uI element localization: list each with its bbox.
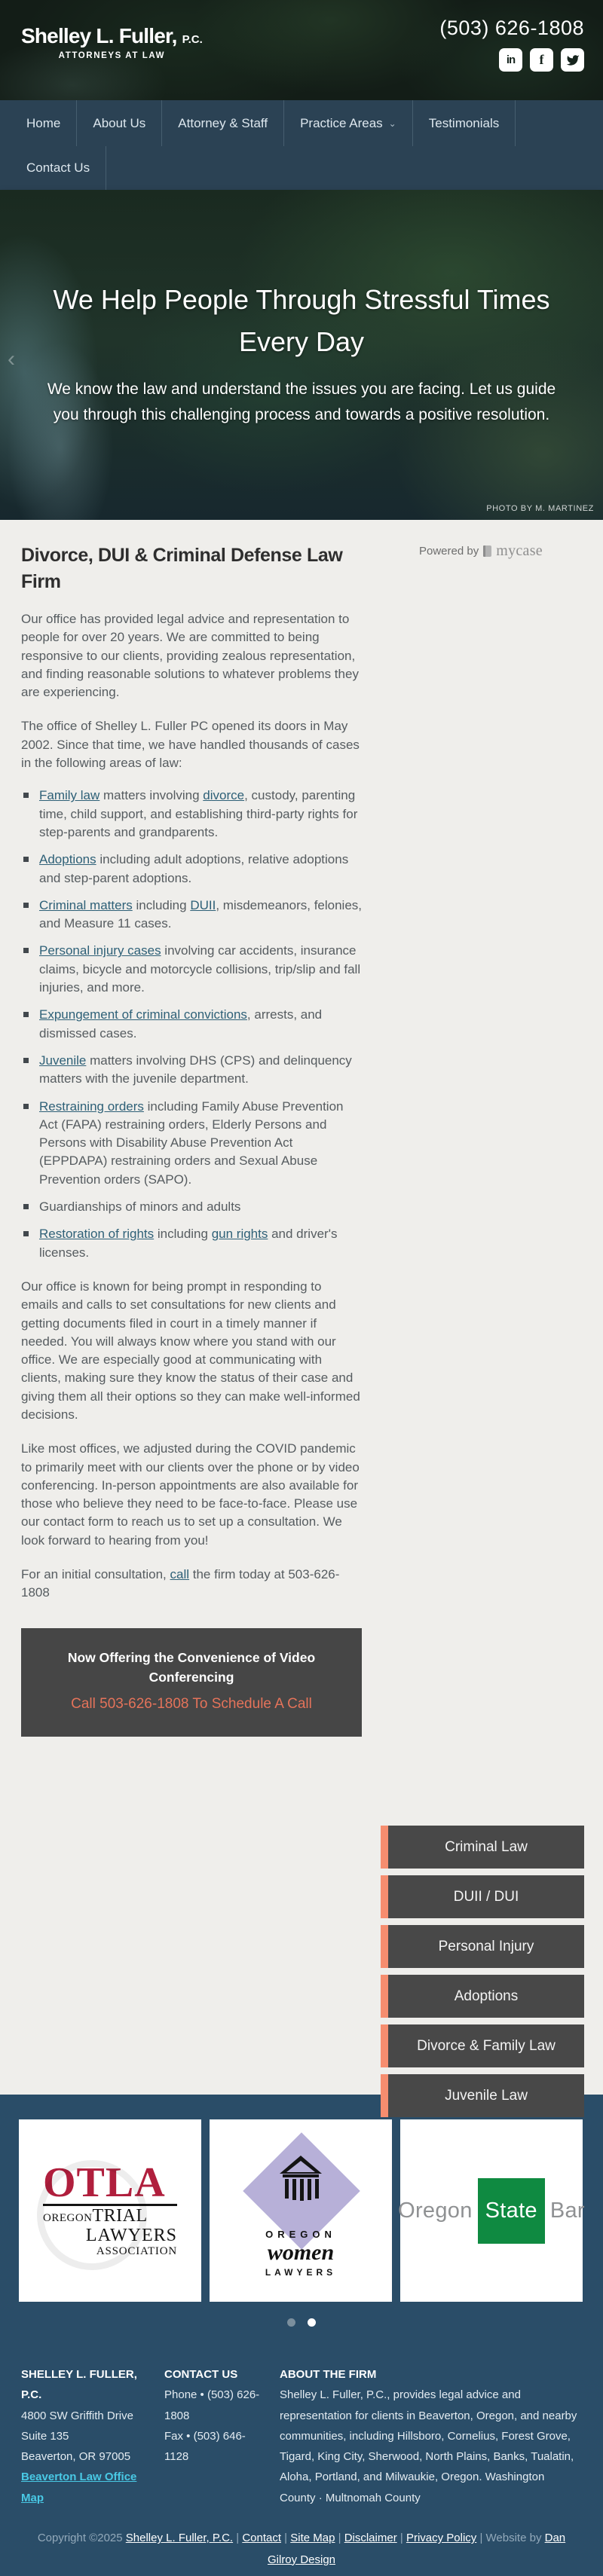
intro-paragraphs — [21, 610, 362, 772]
owl-women: women — [267, 2240, 335, 2265]
firm-name-suffix: P.C. — [182, 33, 203, 46]
inline-link[interactable]: Disclaimer — [344, 2532, 397, 2545]
practice-area-button[interactable]: DUII / DUI — [381, 1875, 584, 1918]
footer-address-lines — [21, 2406, 155, 2468]
nav-row-2 — [0, 146, 603, 190]
callout-phone[interactable]: Call 503-626-1808 To Schedule A Call — [71, 1696, 312, 1713]
otla-acronym: OTLA — [43, 2159, 166, 2206]
osb-oregon: Oregon — [398, 2198, 473, 2223]
otla-logo — [43, 2159, 177, 2258]
footer-about-text: Shelley L. Fuller, P.C., provides legal advice and representation for clients in Beaverton, Oregon, and nearby communities, including Hillsboro, Cornelius, Forest Grove, Tigard, King City, Sherwood, North Plains, Banks, Tualatin, Aloha, Portland, and Milwaukie, Oregon. Washington County · Multnomah County — [280, 2388, 577, 2504]
owl-lawyers: LAWYERS — [265, 2267, 337, 2278]
main-nav — [0, 100, 603, 190]
copyright: Copyright ©2025 Shelley L. Fuller, P.C. | Contact | Site Map | Disclaimer | Privacy Policy | Website by Dan Gilroy Design — [37, 2532, 566, 2566]
footer-contact-title: CONTACT US — [164, 2368, 238, 2381]
owl-oregon: OREGON — [265, 2229, 336, 2240]
list-item: Juvenile matters involving DHS (CPS) and delinquency matters with the juvenile department. — [21, 1052, 362, 1089]
nav-item-label: Practice Areas — [300, 115, 383, 130]
nav-item-label: Home — [26, 115, 61, 130]
list-item: Personal injury cases involving car accidents, insurance claims, bicycle and motorcycle collisions, trip/slip and fall injuries, and more. — [21, 942, 362, 997]
nav-item-label: Testimonials — [428, 115, 500, 130]
inline-link[interactable]: call — [170, 1567, 190, 1582]
paragraph: Our office is known for being prompt in responding to emails and calls to set consultations for new clients and getting documents filed in court in a timely manner if needed. You will always know where you stand with our office. We are especially good at communicating with clients, making sure they know the status of their case and giving them all their options so they can make well-informed decisions. — [21, 1279, 360, 1422]
firm-tagline: ATTORNEYS AT LAW — [58, 51, 166, 60]
nav-row-1 — [0, 100, 603, 146]
footer-address-column — [21, 2364, 155, 2508]
powered-by-label: Powered by — [419, 545, 479, 558]
nav-item-label: About Us — [93, 115, 146, 130]
carousel-dot[interactable] — [308, 2318, 316, 2327]
footer-about-column — [280, 2364, 582, 2508]
otla-lawyers: LAWYERS — [85, 2226, 177, 2245]
osb-state: State — [478, 2178, 545, 2244]
footer-firm-title: SHELLEY L. FULLER, P.C. — [21, 2368, 137, 2402]
hero-subheading: We know the law and understand the issues you are facing. Let us guide you through this challenging process and towards a positive resolution. — [47, 380, 556, 423]
nav-item-label: Attorney & Staff — [178, 115, 268, 130]
page-title: Divorce, DUI & Criminal Defense Law Firm — [21, 545, 343, 592]
paragraph: Like most offices, we adjusted during the COVID pandemic to primarily meet with our clients over the phone or by video conferencing. In-person appointments are also available for those who believe they need to be face-to-face. Please use our contact form to reach us to set up a consultation. We look forward to hearing from you! — [21, 1441, 360, 1548]
nav-item-label: Contact Us — [26, 160, 90, 175]
paragraph: The office of Shelley L. Fuller PC opened its doors in May 2002. Since that time, we have handled thousands of cases in the following areas of law: — [21, 719, 360, 771]
linkedin-icon[interactable] — [499, 48, 522, 72]
footer-about-title: ABOUT THE FIRM — [280, 2368, 377, 2381]
twitter-icon[interactable] — [561, 48, 584, 72]
practice-area-button[interactable]: Juvenile Law — [381, 2074, 584, 2117]
firm-logo[interactable] — [21, 26, 203, 60]
inline-link[interactable]: divorce — [203, 788, 245, 803]
inline-link[interactable]: Criminal matters — [39, 897, 133, 912]
practice-area-button[interactable]: Divorce & Family Law — [381, 2024, 584, 2067]
otla-logo-card[interactable] — [19, 2119, 201, 2302]
carousel-dots — [0, 2317, 603, 2330]
paragraph: Our office has provided legal advice and representation to people for over 20 years. We are committed to being responsive to our clients, providing zealous representation, and finding reasonable solutions to whatever problems they are experiencing. — [21, 612, 359, 700]
article — [21, 520, 362, 1737]
nav-item[interactable] — [413, 100, 516, 146]
footer-contact-lines — [164, 2385, 262, 2467]
address-line: Beaverton, OR 97005 — [21, 2450, 131, 2464]
temple-icon — [275, 2154, 326, 2202]
footer-columns — [21, 2364, 582, 2508]
law-office-map-link[interactable]: Beaverton Law Office Map — [21, 2471, 137, 2504]
inline-link[interactable]: Dan Gilroy Design — [267, 2532, 566, 2566]
inline-link[interactable]: DUII — [190, 897, 216, 912]
nav-item[interactable] — [162, 100, 284, 146]
main-content — [0, 520, 603, 2104]
owl-wordmark — [240, 2229, 361, 2278]
inline-link[interactable]: Privacy Policy — [406, 2532, 477, 2545]
closing-paragraphs — [21, 1278, 362, 1603]
osb-bar: Bar — [549, 2198, 585, 2223]
list-item: Criminal matters including DUII, misdemeanors, felonies, and Measure 11 cases. — [21, 897, 362, 934]
site-header — [0, 0, 603, 100]
otla-association: ASSOCIATION — [96, 2245, 177, 2258]
footer-contact-column — [164, 2364, 262, 2508]
header-phone[interactable]: (503) 626-1808 — [439, 17, 584, 39]
nav-item[interactable] — [77, 100, 162, 146]
photo-credit: PHOTO BY M. MARTINEZ — [486, 504, 594, 513]
list-item: Restoration of rights including gun rights and driver's licenses. — [21, 1225, 362, 1262]
inline-link[interactable]: Personal injury cases — [39, 943, 161, 958]
chevron-down-icon: ⌄ — [388, 118, 396, 129]
callout-title: Now Offering the Convenience of Video Conferencing — [67, 1649, 316, 1685]
list-item: Guardianships of minors and adults — [21, 1198, 362, 1216]
association-logos — [19, 2119, 603, 2302]
hero-heading: We Help People Through Stressful Times Every Day — [53, 284, 550, 357]
inline-link[interactable]: gun rights — [211, 1227, 268, 1242]
inline-link[interactable]: Restraining orders — [39, 1099, 144, 1114]
header-right — [439, 17, 584, 72]
nav-item[interactable] — [11, 146, 106, 190]
inline-link[interactable]: Restoration of rights — [39, 1227, 155, 1242]
inline-link[interactable]: Adoptions — [39, 852, 96, 867]
facebook-icon[interactable] — [530, 48, 553, 72]
paragraph: For an initial consultation, call the firm today at 503-626-1808 — [21, 1567, 340, 1600]
practice-areas-list — [21, 787, 362, 1262]
inline-link[interactable]: Site Map — [290, 2532, 335, 2545]
oregon-women-lawyers-logo — [240, 2139, 361, 2282]
social-links — [439, 48, 584, 72]
hero-banner — [0, 190, 603, 520]
contact-line: Fax • (503) 646-1128 — [164, 2429, 246, 2464]
carousel-prev-icon[interactable]: ‹ — [8, 347, 15, 372]
inline-link[interactable]: Expungement of criminal convictions — [39, 1007, 247, 1022]
otla-trial: TRIAL — [92, 2206, 148, 2226]
carousel-dot[interactable] — [287, 2318, 295, 2327]
firm-name-main: Shelley L. Fuller, — [21, 24, 177, 47]
practice-area-button[interactable]: Adoptions — [381, 1975, 584, 2018]
inline-link[interactable]: Juvenile — [39, 1053, 87, 1068]
footer-band — [0, 2095, 603, 2576]
oregon-women-lawyers-logo-card[interactable] — [210, 2119, 392, 2302]
inline-link[interactable]: Contact — [242, 2532, 282, 2545]
firm-name — [21, 26, 203, 47]
nav-item[interactable] — [11, 100, 77, 146]
contact-line: Phone • (503) 626-1808 — [164, 2388, 260, 2422]
list-item: Adoptions including adult adoptions, relative adoptions and step-parent adoptions. — [21, 851, 362, 888]
mycase-book-icon — [483, 545, 491, 557]
nav-item[interactable] — [284, 100, 413, 146]
powered-by-badge[interactable] — [419, 542, 543, 560]
oregon-state-bar-logo — [398, 2178, 585, 2244]
list-item: Expungement of criminal convictions, arrests, and dismissed cases. — [21, 1006, 362, 1043]
list-item: Restraining orders including Family Abuse Prevention Act (FAPA) restraining orders, Elderly Persons and Persons with Disability Abuse Prevention Act (EPPDAPA) restraining orders and Sexual Abuse Prevention orders (SAPO). — [21, 1098, 362, 1189]
practice-area-sidebar — [381, 1826, 584, 2124]
otla-oregon: OREGON — [43, 2212, 93, 2224]
address-line: 4800 SW Griffith Drive — [21, 2409, 133, 2422]
oregon-state-bar-logo-card[interactable] — [400, 2119, 583, 2302]
mycase-brand: mycase — [496, 542, 543, 559]
inline-link[interactable]: Shelley L. Fuller, P.C. — [125, 2532, 234, 2545]
list-item: Family law matters involving divorce, custody, parenting time, child support, and establishing third-party rights for step-parents and grandparents. — [21, 787, 362, 842]
practice-area-button[interactable]: Criminal Law — [381, 1826, 584, 1869]
video-conferencing-callout — [21, 1628, 362, 1737]
address-line: Suite 135 — [21, 2429, 69, 2443]
inline-link[interactable]: Family law — [39, 788, 100, 803]
practice-area-button[interactable]: Personal Injury — [381, 1925, 584, 1968]
